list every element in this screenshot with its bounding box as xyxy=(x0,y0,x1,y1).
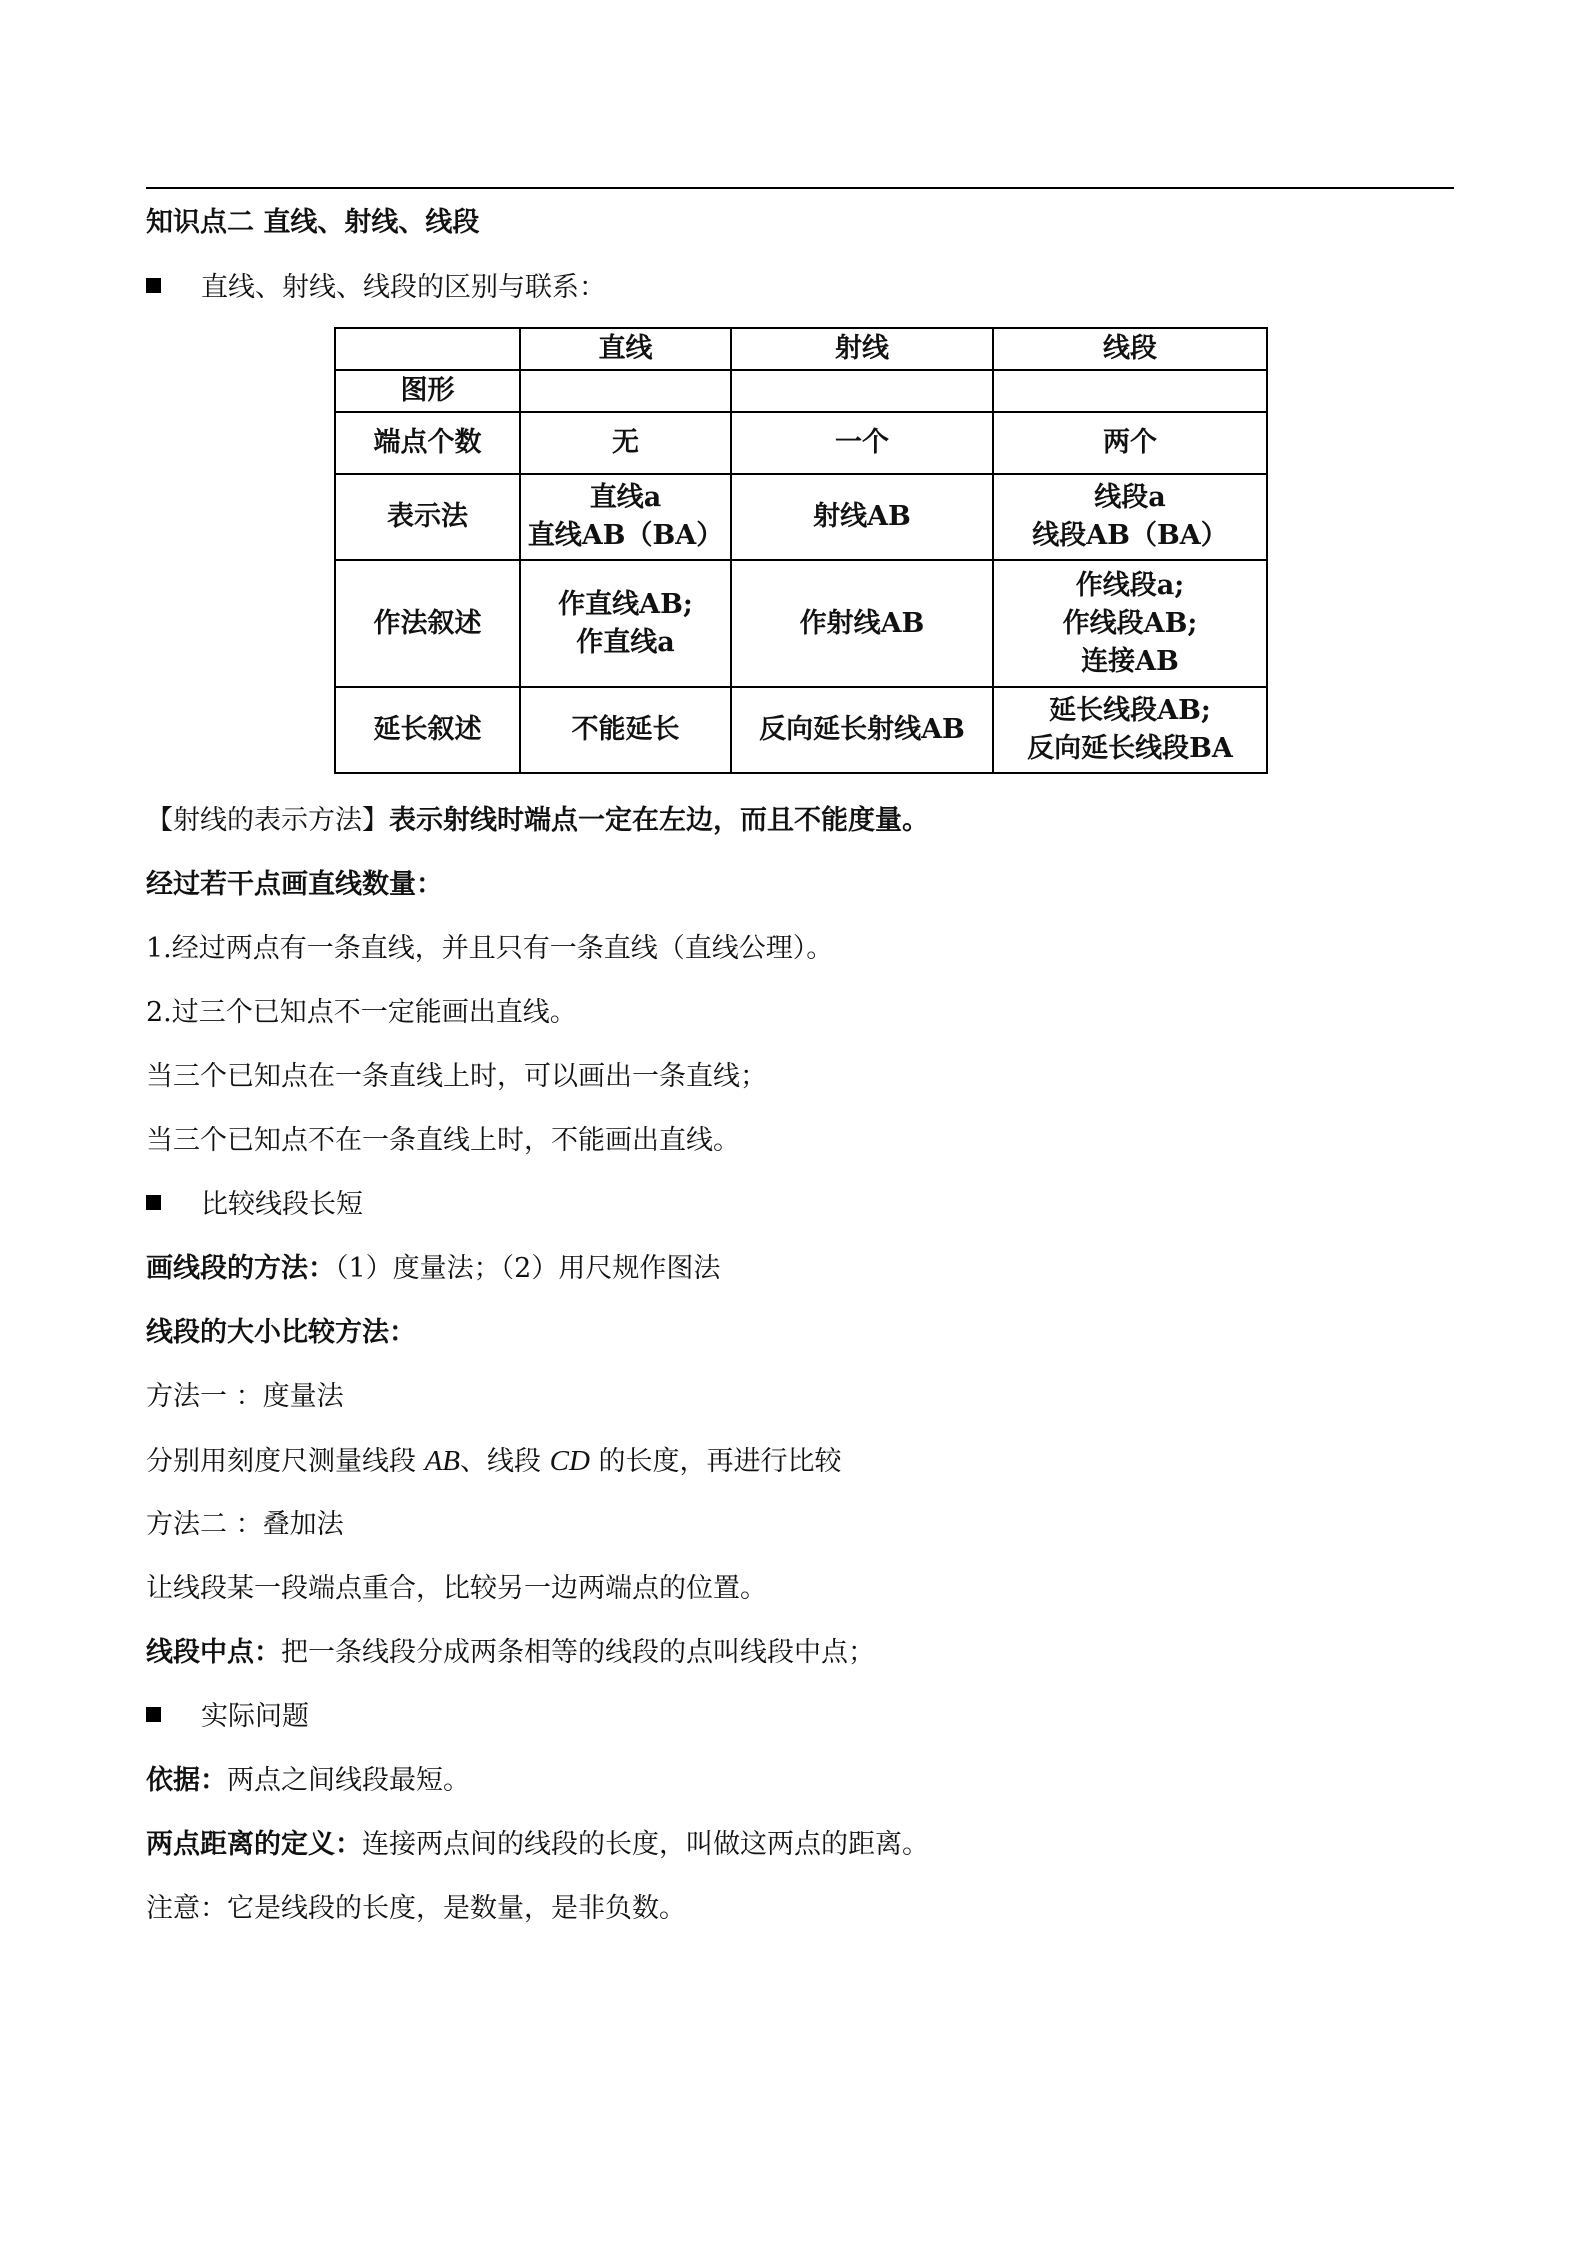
table-cell: 作直线AB; 作直线a xyxy=(520,560,731,687)
comparison-table xyxy=(334,327,1268,774)
table-header-cell: 直线 xyxy=(520,328,731,370)
ray-notation-note xyxy=(146,803,929,839)
square-bullet-icon xyxy=(146,1707,161,1722)
segment-cd: CD xyxy=(549,1445,590,1477)
table-row xyxy=(335,370,1267,412)
lines-count-title: 经过若干点画直线数量： xyxy=(146,869,443,900)
method-one-description xyxy=(146,1443,842,1480)
draw-method-label: 画线段的方法： xyxy=(146,1253,335,1284)
table-cell: 一个 xyxy=(731,412,993,474)
distance-label: 两点距离的定义： xyxy=(146,1829,362,1860)
table-cell: 作射线AB xyxy=(731,560,993,687)
bullet-item-compare xyxy=(146,1187,363,1223)
row-label: 作法叙述 xyxy=(335,560,520,687)
distance-text: 连接两点间的线段的长度，叫做这两点的距离。 xyxy=(362,1829,929,1860)
table-cell xyxy=(993,370,1267,412)
table-header-cell xyxy=(335,328,520,370)
table-row xyxy=(335,687,1267,773)
bullet-item-comparison xyxy=(146,270,606,306)
basis-line xyxy=(146,1763,470,1799)
table-header-cell: 线段 xyxy=(993,328,1267,370)
table-cell: 射线AB xyxy=(731,474,993,560)
method-two-description: 让线段某一段端点重合，比较另一边两端点的位置。 xyxy=(146,1573,767,1604)
list-item: 1.经过两点有一条直线，并且只有一条直线（直线公理）。 xyxy=(146,933,834,964)
midpoint-label: 线段中点： xyxy=(146,1637,281,1668)
table-header-cell: 射线 xyxy=(731,328,993,370)
list-item: 当三个已知点不在一条直线上时，不能画出直线。 xyxy=(146,1125,740,1156)
table-cell: 作线段a; 作线段AB; 连接AB xyxy=(993,560,1267,687)
basis-text: 两点之间线段最短。 xyxy=(227,1765,470,1796)
table-cell: 反向延长射线AB xyxy=(731,687,993,773)
ray-note-text: 表示射线时端点一定在左边，而且不能度量。 xyxy=(389,805,929,836)
text-run: 、线段 xyxy=(460,1446,550,1477)
method-two: 方法二 ：叠加法 xyxy=(146,1509,344,1540)
row-label: 端点个数 xyxy=(335,412,520,474)
table-cell: 不能延长 xyxy=(520,687,731,773)
table-row xyxy=(335,474,1267,560)
row-label: 图形 xyxy=(335,370,520,412)
table-cell: 线段a 线段AB（BA） xyxy=(993,474,1267,560)
basis-label: 依据： xyxy=(146,1765,227,1796)
midpoint-text: 把一条线段分成两条相等的线段的点叫线段中点； xyxy=(281,1637,875,1668)
midpoint-definition xyxy=(146,1635,875,1671)
bullet-text: 比较线段长短 xyxy=(201,1189,363,1220)
distance-definition xyxy=(146,1827,929,1863)
compare-methods-title: 线段的大小比较方法： xyxy=(146,1317,416,1348)
table-cell xyxy=(520,370,731,412)
table-row xyxy=(335,560,1267,687)
table-cell: 无 xyxy=(520,412,731,474)
section-heading: 知识点二 直线、射线、线段 xyxy=(146,207,480,238)
header-rule xyxy=(146,187,1454,189)
text-run: 分别用刻度尺测量线段 xyxy=(146,1446,425,1477)
draw-method-line xyxy=(146,1251,720,1287)
note-line: 注意：它是线段的长度，是数量，是非负数。 xyxy=(146,1893,686,1924)
row-label: 延长叙述 xyxy=(335,687,520,773)
table-cell: 延长线段AB; 反向延长线段BA xyxy=(993,687,1267,773)
table-cell: 两个 xyxy=(993,412,1267,474)
table-cell xyxy=(731,370,993,412)
ray-note-prefix: 【射线的表示方法】 xyxy=(146,805,389,836)
list-item: 2.过三个已知点不一定能画出直线。 xyxy=(146,997,577,1028)
list-item: 当三个已知点在一条直线上时，可以画出一条直线； xyxy=(146,1061,767,1092)
table-cell: 直线a 直线AB（BA） xyxy=(520,474,731,560)
square-bullet-icon xyxy=(146,278,161,293)
square-bullet-icon xyxy=(146,1195,161,1210)
bullet-item-practical xyxy=(146,1699,309,1735)
row-label: 表示法 xyxy=(335,474,520,560)
segment-ab: AB xyxy=(424,1445,461,1477)
table-header-row xyxy=(335,328,1267,370)
bullet-text: 实际问题 xyxy=(201,1701,309,1732)
draw-method-text: （1）度量法；（2）用尺规作图法 xyxy=(335,1253,721,1284)
bullet-text: 直线、射线、线段的区别与联系： xyxy=(201,272,606,303)
text-run: 的长度，再进行比较 xyxy=(589,1446,842,1477)
method-one: 方法一 ：度量法 xyxy=(146,1381,344,1412)
table-row xyxy=(335,412,1267,474)
